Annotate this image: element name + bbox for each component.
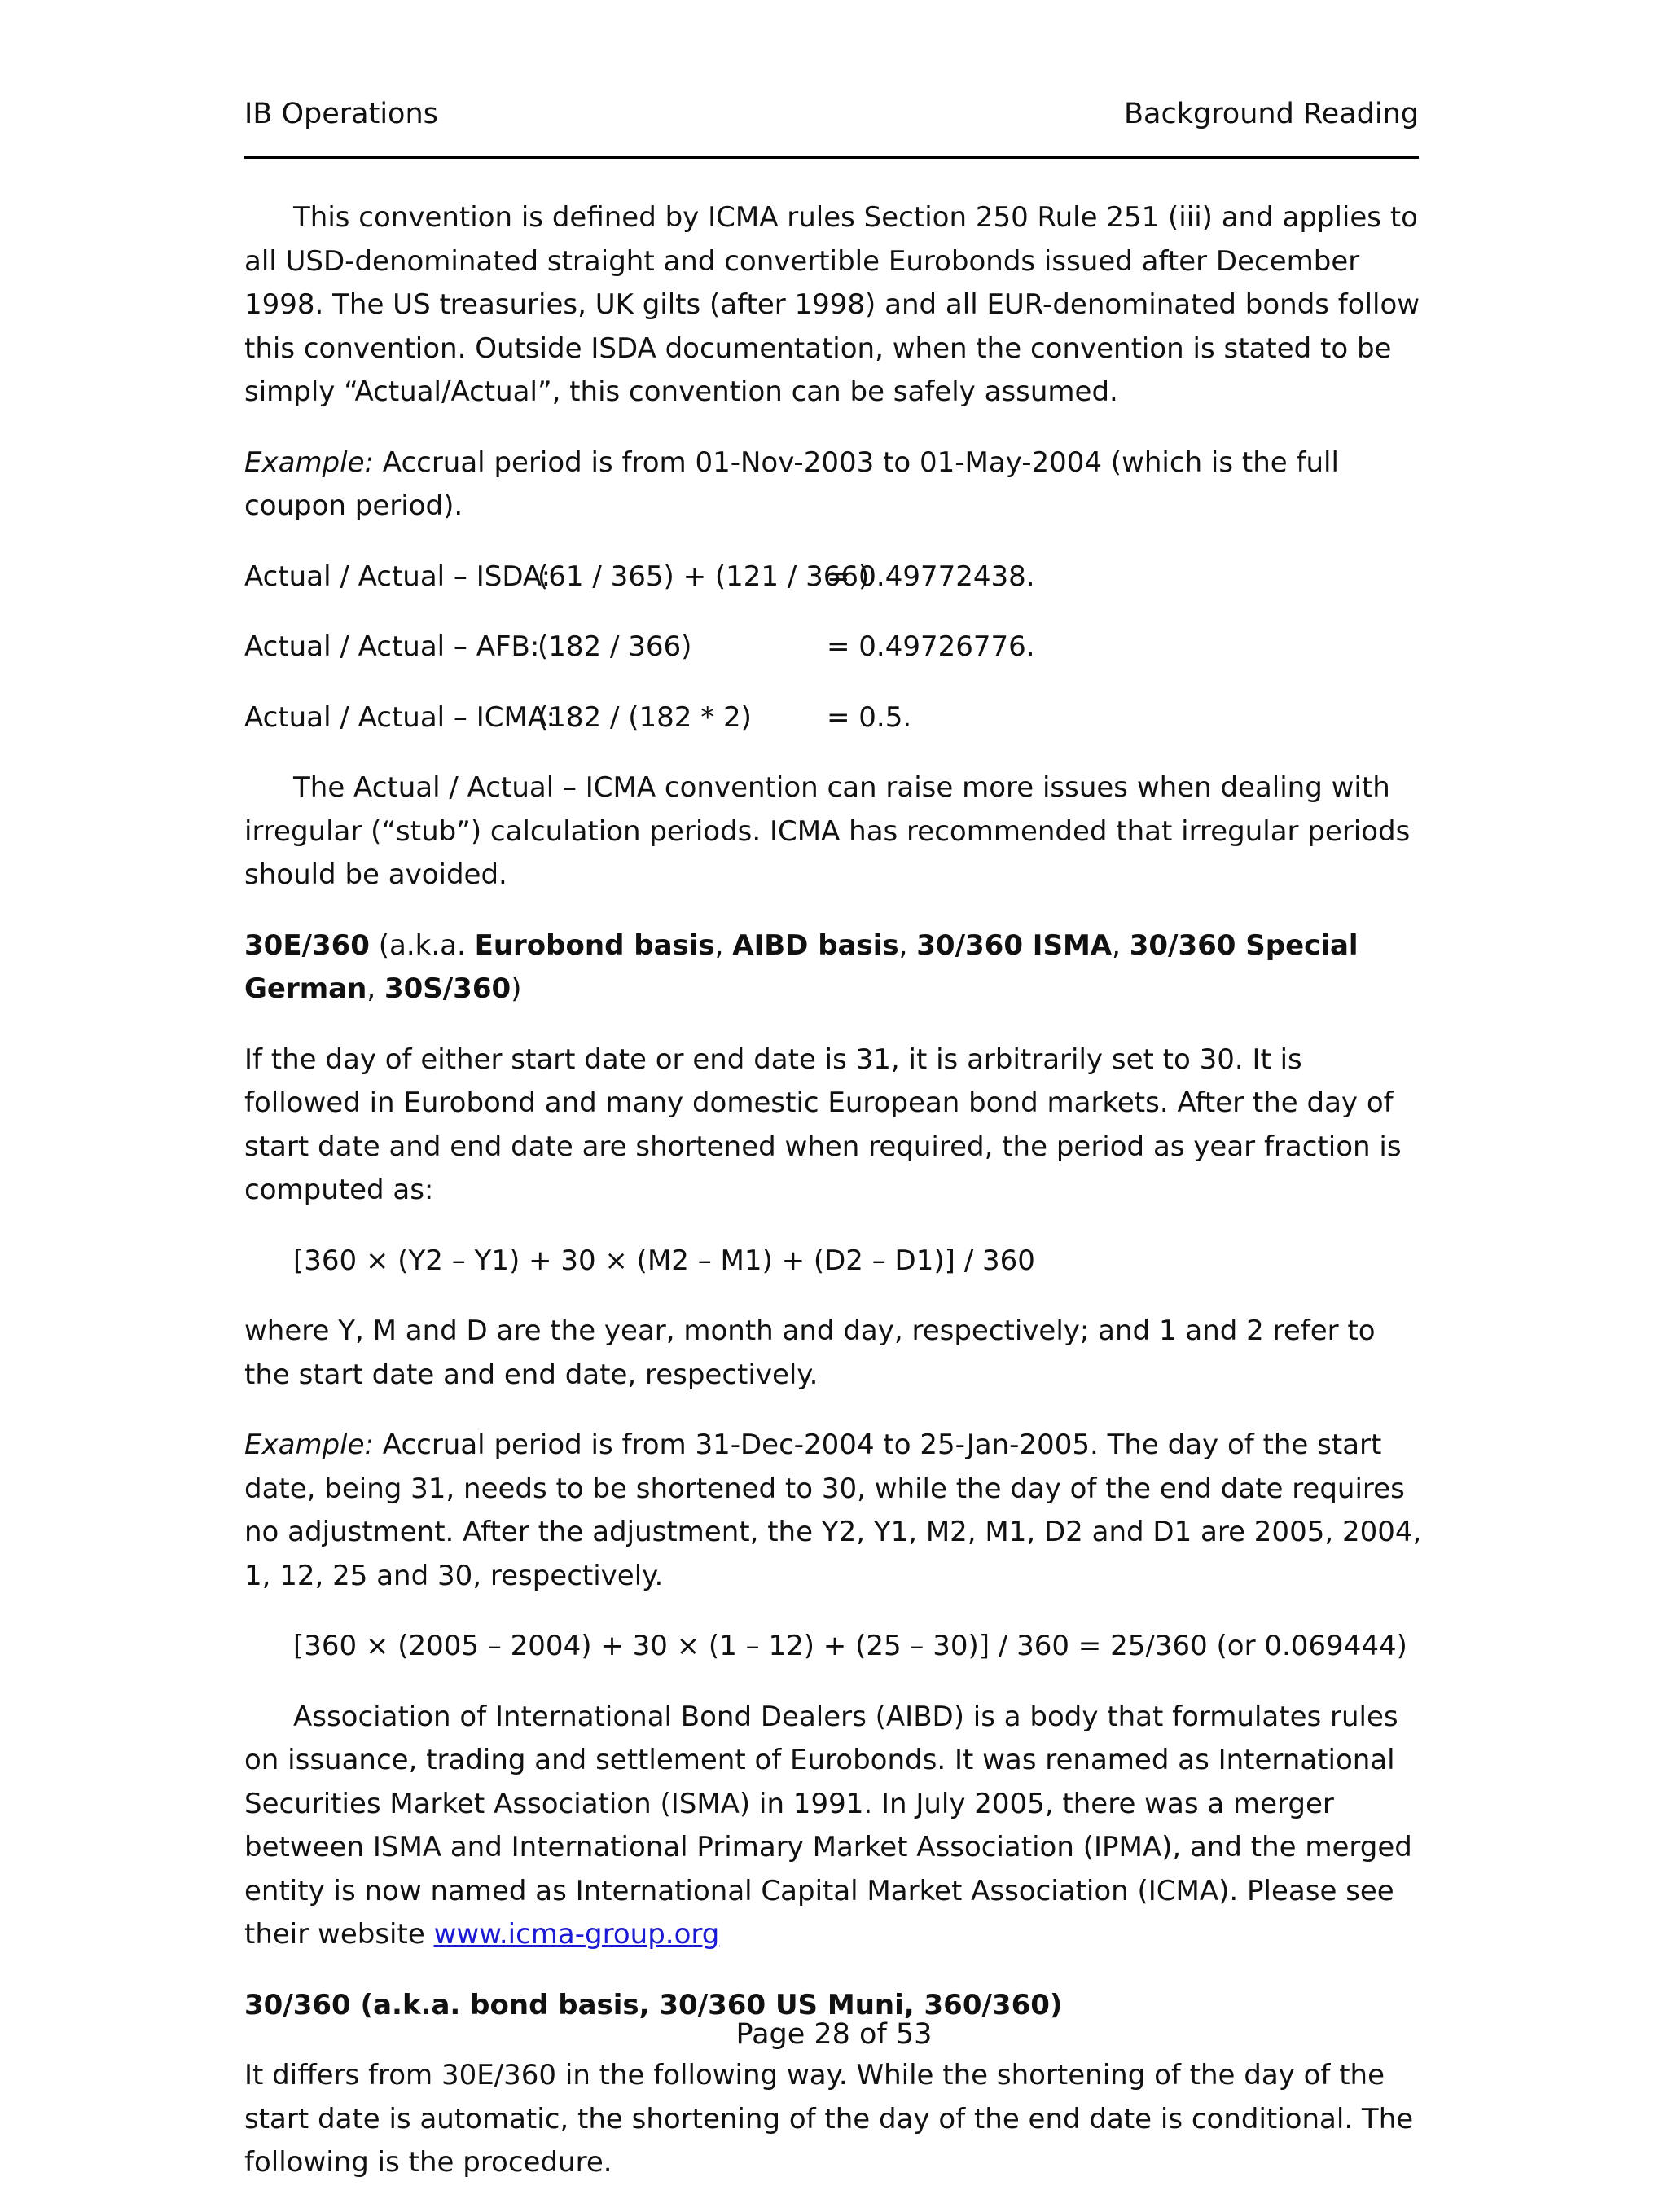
heading-term: 30/360 Special German bbox=[244, 928, 1359, 1005]
heading-term: Eurobond basis bbox=[474, 928, 715, 962]
header-right: Background Reading bbox=[1124, 98, 1419, 130]
header-left: IB Operations bbox=[244, 98, 438, 130]
example-1 bbox=[244, 441, 1425, 529]
calc-result: = 0.49726776. bbox=[827, 630, 1035, 663]
paragraph-where: where Y, M and D are the year, month and day, respectively; and 1 and 2 refer to the start date and end date, respectively. bbox=[244, 1314, 1376, 1391]
page-body bbox=[244, 196, 1425, 2212]
formula-example: [360 × (2005 – 2004) + 30 × (1 – 12) + (25 – 30)] / 360 = 25/360 (or 0.069444) bbox=[293, 1630, 1407, 1662]
heading-text: ) bbox=[511, 972, 522, 1005]
icma-website-link[interactable]: www.icma-group.org bbox=[433, 1918, 720, 1951]
calc-icma bbox=[244, 696, 1425, 740]
formula-general: [360 × (Y2 – Y1) + 30 × (M2 – M1) + (D2 – D1)] / 360 bbox=[293, 1244, 1035, 1277]
example-text: Accrual period is from 01-Nov-2003 to 01-May-2004 (which is the full coupon period). bbox=[244, 445, 1339, 522]
calc-expression: (182 / 366) bbox=[538, 630, 692, 663]
example-2 bbox=[244, 1424, 1425, 1598]
page-number: Page 28 of 53 bbox=[735, 2018, 933, 2051]
heading-text: , bbox=[714, 928, 733, 962]
heading-term: 30E/360 bbox=[244, 928, 370, 962]
heading-30e-360 bbox=[244, 924, 1425, 1012]
calc-expression: (182 / (182 * 2) bbox=[538, 700, 752, 734]
heading-term: AIBD basis bbox=[732, 928, 899, 962]
example-text: Accrual period is from 31-Dec-2004 to 25-Jan-2005. The day of the start date, being 31, needs to be shortened to 30, while the day of the end date requires no adjustment. After the adjustment, the Y2, Y1, M2, M1, D2 and D1 are 2005, 2004, 1, 12, 25 and 30, respectively. bbox=[244, 1429, 1422, 1592]
paragraph-text: Association of International Bond Dealers (AIBD) is a body that formulates rules on issuance, trading and settlement of Eurobonds. It was renamed as International Securities Market Association (ISMA) in 1991. In July 2005, there was a merger between ISMA and International Primary Market Association (IPMA), and the merged entity is now named as International Capital Market Association (ICMA). Please see their website bbox=[244, 1700, 1412, 1951]
example-label: Example: bbox=[244, 1429, 374, 1461]
calc-expression: (61 / 365) + (121 / 366) bbox=[538, 560, 870, 593]
paragraph-convention: This convention is defined by ICMA rules Section 250 Rule 251 (iii) and applies to all USD-denominated straight and convertible Eurobonds issued after December 1998. The US treasuries, UK gilts (after 1998) and all EUR-denominated bonds follow this convention. Outside ISDA documentation, when the convention is stated to be simply “Actual/Actual”, this convention can be safely assumed. bbox=[244, 201, 1420, 408]
calc-isda bbox=[244, 555, 1425, 599]
page-header bbox=[244, 98, 1419, 159]
heading-text: , bbox=[898, 928, 917, 962]
calc-afb bbox=[244, 625, 1425, 669]
heading-text: , bbox=[367, 972, 384, 1005]
heading-term: 30S/360 bbox=[384, 972, 511, 1005]
paragraph-aibd bbox=[244, 1696, 1425, 1957]
calc-result: = 0.49772438. bbox=[827, 560, 1035, 593]
calc-label: Actual / Actual – ICMA: bbox=[244, 700, 555, 734]
heading-text: , bbox=[1112, 928, 1130, 962]
calc-result: = 0.5. bbox=[827, 700, 912, 734]
paragraph-stub: The Actual / Actual – ICMA convention can raise more issues when dealing with irregular (“stub”) calculation periods. ICMA has recommended that irregular periods should be avoided. bbox=[244, 771, 1411, 891]
calc-label: Actual / Actual – AFB: bbox=[244, 630, 540, 663]
heading-term: 30/360 ISMA bbox=[916, 928, 1113, 962]
paragraph-30-360: It differs from 30E/360 in the following way. While the shortening of the day of the start date is automatic, the shortening of the day of the end date is conditional. The following is the procedure. bbox=[244, 2059, 1414, 2179]
heading-term: 30/360 (a.k.a. bond basis, 30/360 US Muni, 360/360) bbox=[244, 1988, 1063, 2021]
calc-label: Actual / Actual – ISDA: bbox=[244, 560, 551, 593]
paragraph-30e-rule: If the day of either start date or end date is 31, it is arbitrarily set to 30. It is followed in Eurobond and many domestic European bond markets. After the day of start date and end date are shortened when required, the period as year fraction is computed as: bbox=[244, 1042, 1402, 1206]
example-label: Example: bbox=[244, 445, 374, 479]
heading-text: (a.k.a. bbox=[369, 928, 475, 962]
